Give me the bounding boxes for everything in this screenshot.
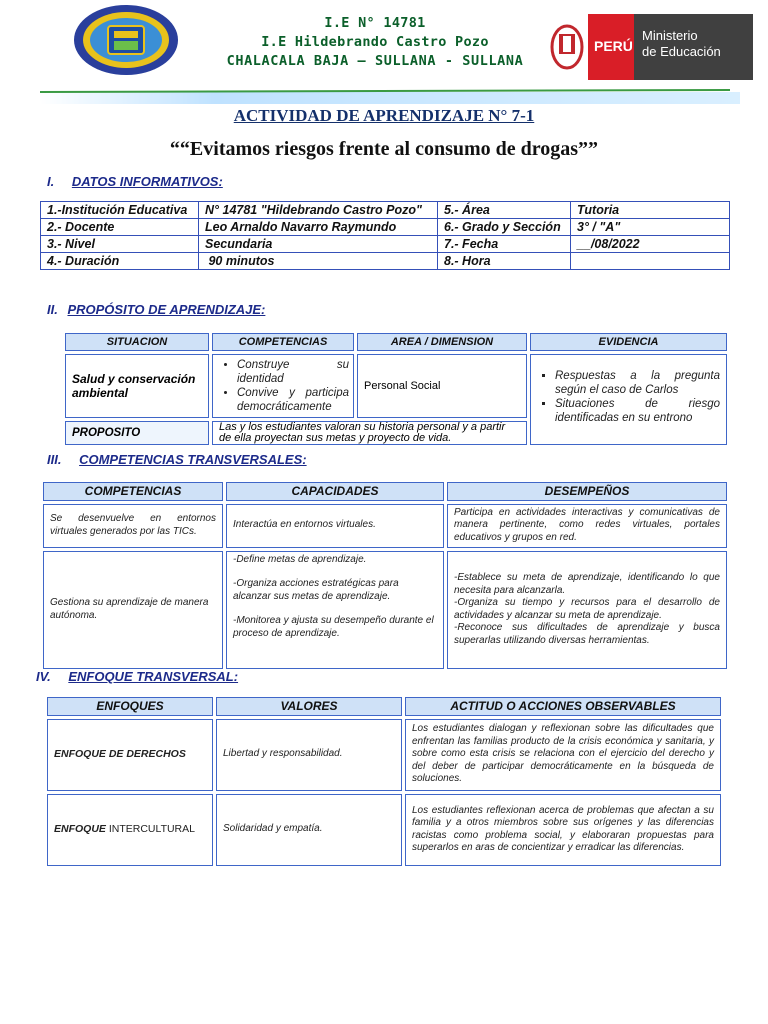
valores-cell: Solidaridad y empatía.	[216, 794, 402, 866]
header-valores: VALORES	[216, 697, 402, 716]
evidencia-item: ▪ Respuestas a la pregunta según el caso de Carlos	[555, 369, 720, 397]
table-row	[47, 719, 721, 791]
desempeno-cell: Participa en actividades interactivas y comunicativas de manera pertinente, como redes virtuales, portales educativos y grupos en red.	[447, 504, 727, 548]
capacidad-item: -Organiza acciones estratégicas para alcanzar sus metas de aprendizaje.	[233, 578, 399, 602]
ministry-line-2: de Educación	[642, 44, 721, 59]
header-desempenos: DESEMPEÑOS	[447, 482, 727, 501]
proposito-label: PROPOSITO	[65, 421, 209, 445]
datos-cell: 90 minutos	[199, 253, 438, 270]
competencia-item: • Construye su identidad	[237, 358, 349, 386]
actitud-cell: Los estudiantes reflexionan acerca de problemas que afectan a su familia y a otros miembros sobre sus orígenes y las diferencias racistas como problema social, y elaboraran propuestas para superarlos en aras de concientizar y erradicar las diferencias.	[405, 794, 721, 866]
competencia-item: • Convive y participa democráticamente	[237, 386, 349, 414]
competencia-cell: Gestiona su aprendizaje de manera autónoma.	[43, 551, 223, 669]
actitud-cell: Los estudiantes dialogan y reflexionan sobre las dificultades que enfrentan las familias producto de la crisis económica y sanitaria, y sobre como esta crisis se relaciona con el ejercicio del derecho y del deber de participar democráticamente en la búsqueda de soluciones.	[405, 719, 721, 791]
activity-title	[0, 106, 768, 126]
ministry-line-1: Ministerio	[642, 28, 698, 43]
table-row	[41, 253, 730, 270]
proposito-text: Las y los estudiantes valoran su historia personal y a partir de ella proyectan sus metas y proyecto de vida.	[212, 421, 527, 445]
table-row	[43, 551, 727, 669]
table-header-row	[47, 697, 721, 716]
table-row	[41, 219, 730, 236]
activity-subtitle: ““Evitamos riesgos frente al consumo de drogas””	[169, 138, 599, 160]
table-header-row	[43, 482, 727, 501]
enfoque-name: ENFOQUE	[54, 823, 106, 836]
datos-table	[40, 201, 730, 270]
header-competencias: COMPETENCIAS	[43, 482, 223, 501]
table-row	[47, 794, 721, 866]
section-4-number: IV.	[36, 669, 51, 684]
datos-cell: 7.- Fecha	[438, 236, 571, 253]
desempeno-item: -Organiza su tiempo y recursos para el desarrollo de actividades y alcanzar su meta de aprendizaje.	[454, 597, 720, 621]
section-4-label: ENFOQUE TRANSVERSAL:	[68, 669, 239, 684]
datos-cell: 6.- Grado y Sección	[438, 219, 571, 236]
situacion-cell: Salud y conservación ambiental	[65, 354, 209, 418]
evidencia-item: ▪ Situaciones de riesgo identificadas en su entrono	[555, 397, 720, 425]
section-4-heading	[36, 669, 238, 684]
table-row	[43, 504, 727, 548]
datos-cell: N° 14781 "Hildebrando Castro Pozo"	[199, 202, 438, 219]
area-cell: Personal Social	[357, 354, 527, 418]
datos-cell: Tutoria	[571, 202, 730, 219]
datos-cell: 3° / "A"	[571, 219, 730, 236]
school-location: CHALACALA BAJA – SULLANA - SULLANA	[226, 53, 524, 69]
datos-cell: 4.- Duración	[41, 253, 199, 270]
competencia-cell: Se desenvuelve en entornos virtuales generados por las TICs.	[43, 504, 223, 548]
section-3-number: III.	[47, 452, 62, 467]
school-name: I.E Hildebrando Castro Pozo	[261, 34, 489, 50]
section-2-label: PROPÓSITO DE APRENDIZAJE:	[67, 302, 266, 317]
school-header-text	[200, 14, 550, 71]
datos-cell: Secundaria	[199, 236, 438, 253]
desempenos-cell	[447, 551, 727, 669]
header-divider-band	[40, 88, 740, 106]
table-row	[41, 202, 730, 219]
datos-cell: 2.- Docente	[41, 219, 199, 236]
desempeno-item: -Reconoce sus dificultades de aprendizaje y busca superarlas utilizando diversas herramientas.	[454, 622, 720, 646]
header-evidencia: EVIDENCIA	[530, 333, 727, 351]
capacidades-cell	[226, 551, 444, 669]
datos-cell: Leo Arnaldo Navarro Raymundo	[199, 219, 438, 236]
activity-title-text: ACTIVIDAD DE APRENDIZAJE N° 7-1	[233, 106, 535, 125]
datos-cell: 8.- Hora	[438, 253, 571, 270]
enfoque-name-rest: INTERCULTURAL	[105, 823, 195, 836]
section-1-heading	[47, 174, 223, 189]
competencias-transversales-table	[40, 479, 730, 672]
table-header-row	[65, 333, 727, 351]
enfoque-cell	[47, 794, 213, 866]
section-3-label: COMPETENCIAS TRANSVERSALES:	[79, 452, 307, 467]
section-1-label: DATOS INFORMATIVOS:	[71, 174, 223, 189]
enfoque-name: ENFOQUE DE DERECHOS	[54, 748, 186, 761]
section-1-number: I.	[47, 174, 55, 189]
peru-label: PERÚ	[594, 38, 633, 54]
section-2-heading	[47, 302, 265, 317]
enfoque-cell	[47, 719, 213, 791]
datos-cell: 3.- Nivel	[41, 236, 199, 253]
datos-cell: __/08/2022	[571, 236, 730, 253]
capacidad-item: -Define metas de aprendizaje.	[233, 553, 367, 565]
capacidad-cell: Interactúa en entornos virtuales.	[226, 504, 444, 548]
competencias-cell	[212, 354, 354, 418]
datos-cell	[571, 253, 730, 270]
ministry-label	[642, 28, 721, 60]
datos-cell: 1.-Institución Educativa	[41, 202, 199, 219]
minedu-logo	[548, 14, 753, 80]
capacidad-item: -Monitorea y ajusta su desempeño durante el proceso de aprendizaje.	[233, 615, 434, 639]
proposito-table	[62, 330, 730, 448]
header-competencias: COMPETENCIAS	[212, 333, 354, 351]
valores-cell: Libertad y responsabilidad.	[216, 719, 402, 791]
section-2-number: II.	[47, 302, 58, 317]
header-situacion: SITUACION	[65, 333, 209, 351]
header-enfoques: ENFOQUES	[47, 697, 213, 716]
datos-cell: 5.- Área	[438, 202, 571, 219]
section-3-heading	[47, 452, 307, 467]
school-crest-logo	[72, 4, 180, 76]
evidencia-cell	[530, 354, 727, 445]
table-row	[41, 236, 730, 253]
header-actitud: ACTITUD O ACCIONES OBSERVABLES	[405, 697, 721, 716]
header-area: AREA / DIMENSION	[357, 333, 527, 351]
school-code: I.E N° 14781	[324, 15, 426, 31]
table-row	[65, 354, 727, 418]
header-capacidades: CAPACIDADES	[226, 482, 444, 501]
desempeno-item: -Establece su meta de aprendizaje, identificando lo que necesita para alcanzarla.	[454, 572, 720, 596]
enfoque-table	[44, 694, 724, 869]
